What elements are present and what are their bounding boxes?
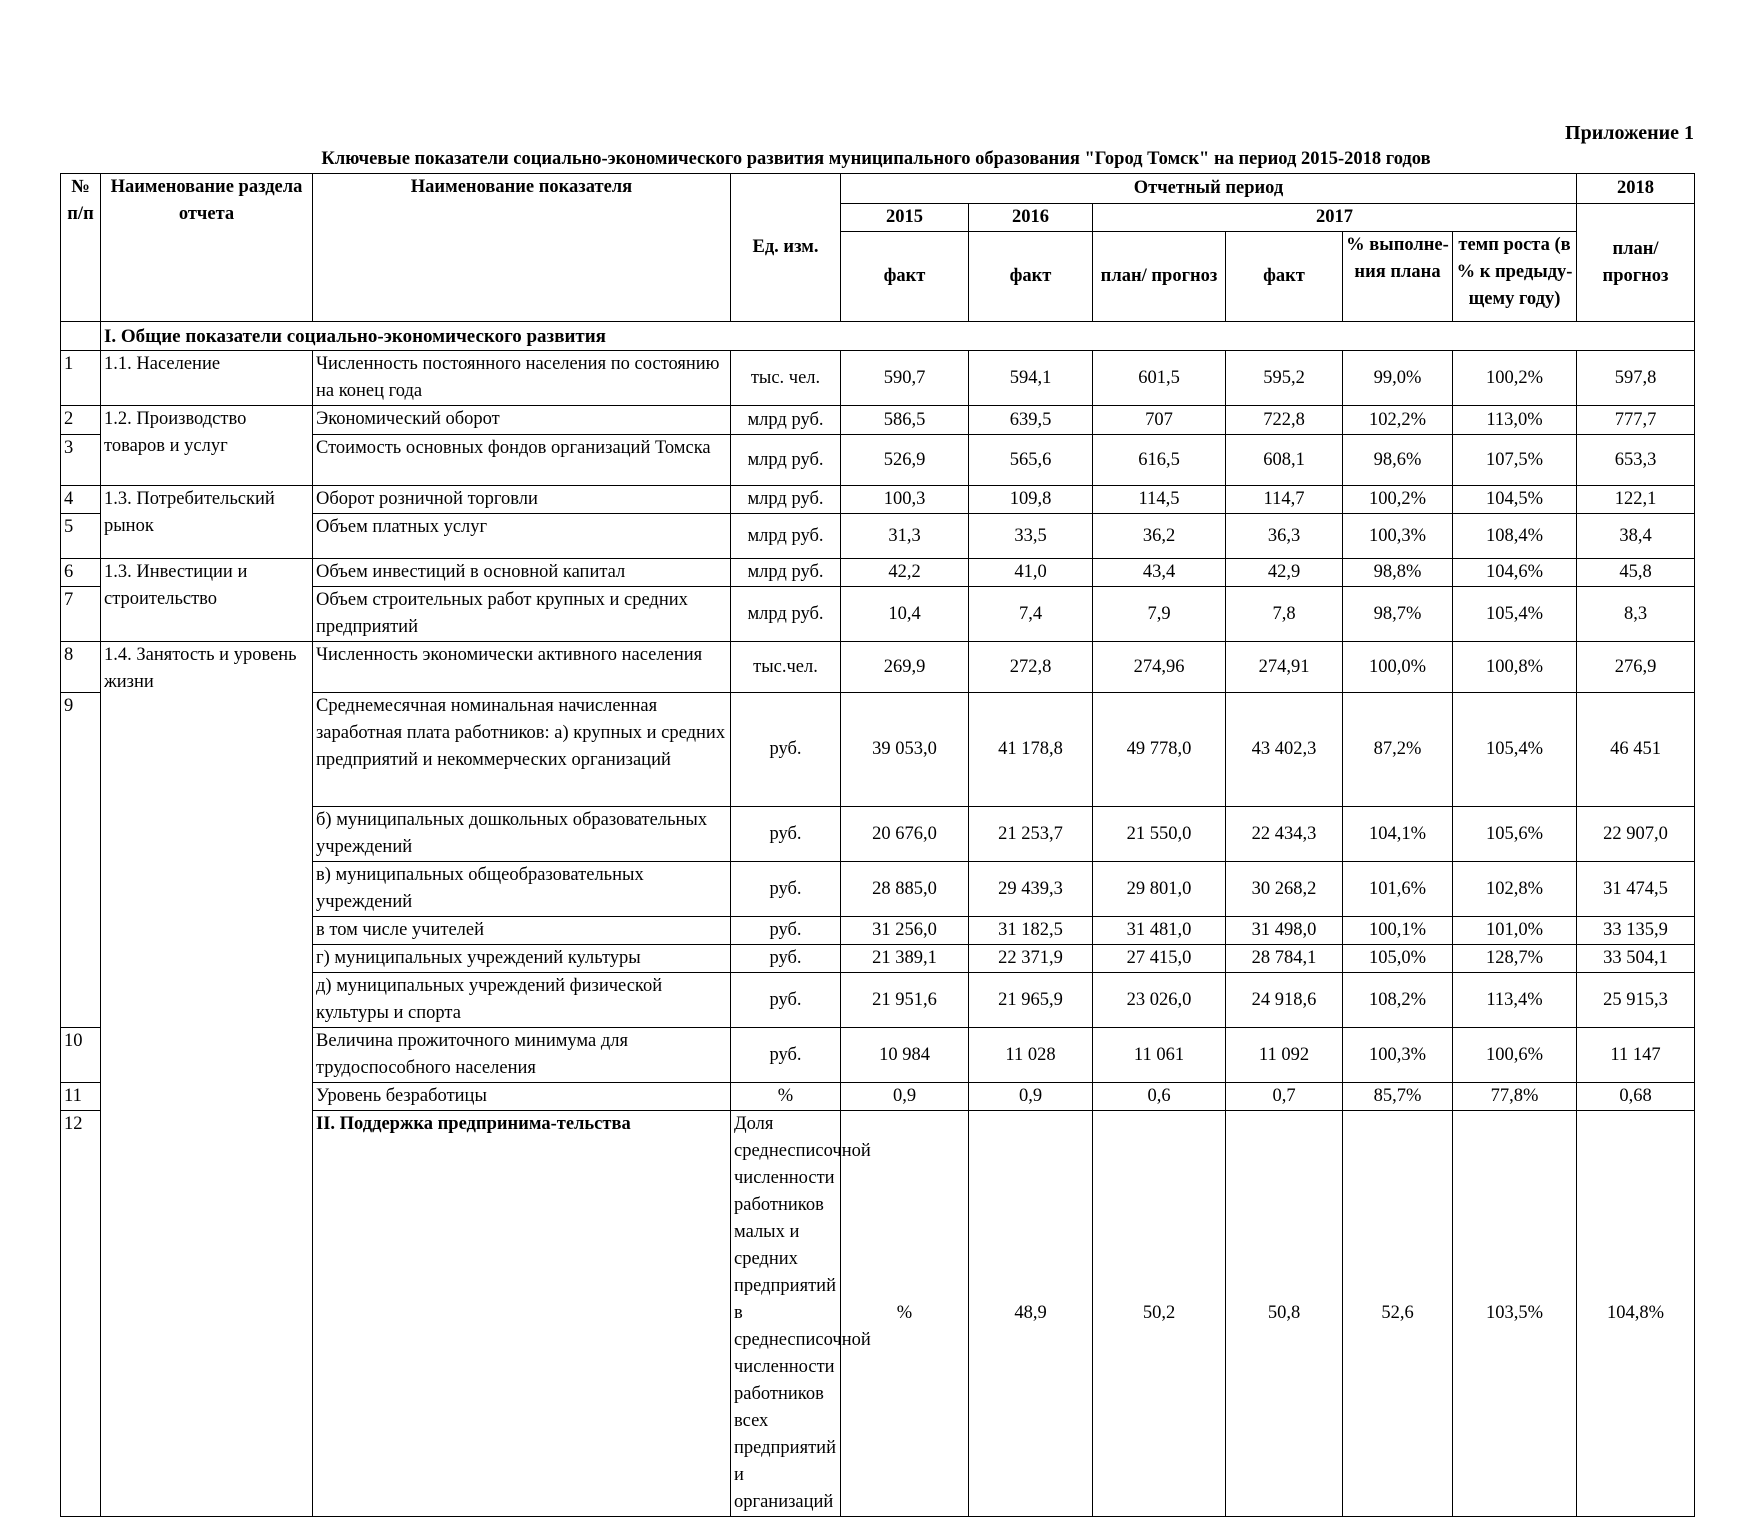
value-2016-fact: 41,0: [969, 559, 1093, 587]
value-pct-plan: 108,2%: [1343, 973, 1453, 1028]
value-2015-fact: 20 676,0: [841, 807, 969, 862]
value-2015-fact: 526,9: [841, 435, 969, 486]
unit: %: [841, 1111, 969, 1517]
value-2018-plan: 597,8: [1577, 351, 1695, 406]
value-2018-plan: 33 504,1: [1577, 945, 1695, 973]
value-2017-fact: 11 092: [1226, 1028, 1343, 1083]
value-2016-fact: 7,4: [969, 587, 1093, 642]
unit: тыс.чел.: [731, 642, 841, 693]
value-2018-plan: 11 147: [1577, 1028, 1695, 1083]
indicator-name: Объем строительных работ крупных и средних предприятий: [313, 587, 731, 642]
row-number: 1: [61, 351, 101, 406]
value-2018-plan: 33 135,9: [1577, 917, 1695, 945]
table-row: [61, 486, 1695, 514]
header-indicator: Наименование показателя: [313, 174, 731, 322]
table-row: [61, 406, 1695, 435]
header-fact-2016: факт: [969, 232, 1093, 322]
indicator-name: Численность экономически активного населения: [313, 642, 731, 693]
value-2017-fact: 22 434,3: [1226, 807, 1343, 862]
value-2018-plan: 31 474,5: [1577, 862, 1695, 917]
value-pct-plan: 98,8%: [1343, 559, 1453, 587]
value-pct-plan: 98,7%: [1343, 587, 1453, 642]
value-growth: 113,0%: [1453, 406, 1577, 435]
section-1-num-cell: [61, 322, 101, 351]
value-2017-fact: 30 268,2: [1226, 862, 1343, 917]
value-pct-plan: 98,6%: [1343, 435, 1453, 486]
value-growth: 108,4%: [1453, 514, 1577, 559]
value-2016-fact: 33,5: [969, 514, 1093, 559]
value-2016-fact: 11 028: [969, 1028, 1093, 1083]
value-2015-fact: 21 951,6: [841, 973, 969, 1028]
value-2017-plan: 0,6: [1093, 1083, 1226, 1111]
value-2017-plan: 114,5: [1093, 486, 1226, 514]
value-growth: 113,4%: [1453, 973, 1577, 1028]
value-2015-fact: 31,3: [841, 514, 969, 559]
header-section: Наименование раздела отчета: [101, 174, 313, 322]
value-growth: 105,4%: [1453, 693, 1577, 807]
unit: млрд руб.: [731, 486, 841, 514]
value-2016-fact: 565,6: [969, 435, 1093, 486]
section-1-title: I. Общие показатели социально-экономического развития: [101, 322, 1695, 351]
value-2015-fact: 10 984: [841, 1028, 969, 1083]
unit: млрд руб.: [731, 587, 841, 642]
value-2015-fact: 21 389,1: [841, 945, 969, 973]
header-row-1: [61, 174, 1695, 204]
value-2017-fact: 28 784,1: [1226, 945, 1343, 973]
value-2017-fact: 114,7: [1226, 486, 1343, 514]
value-pct-plan: 103,5%: [1453, 1111, 1577, 1517]
indicator-name: Величина прожиточного минимума для трудоспособного населения: [313, 1028, 731, 1083]
value-pct-plan: 105,0%: [1343, 945, 1453, 973]
value-2017-plan: 49 778,0: [1093, 693, 1226, 807]
value-growth: 101,0%: [1453, 917, 1577, 945]
unit: руб.: [731, 945, 841, 973]
value-pct-plan: 87,2%: [1343, 693, 1453, 807]
value-2015-fact: 48,9: [969, 1111, 1093, 1517]
value-2015-fact: 100,3: [841, 486, 969, 514]
indicator-name: Доля среднесписочной численности работников малых и средних предприятий в среднесписочной численности работников всех предприятий и организаций: [731, 1111, 841, 1517]
value-pct-plan: 104,1%: [1343, 807, 1453, 862]
value-2017-plan: 707: [1093, 406, 1226, 435]
value-growth: 77,8%: [1453, 1083, 1577, 1111]
section-name: 1.1. Население: [101, 351, 313, 406]
value-2016-fact: 109,8: [969, 486, 1093, 514]
value-2017-fact: 0,7: [1226, 1083, 1343, 1111]
value-2017-plan: 43,4: [1093, 559, 1226, 587]
indicators-table: [60, 173, 1695, 1517]
value-2017-plan: 23 026,0: [1093, 973, 1226, 1028]
value-2016-fact: 594,1: [969, 351, 1093, 406]
value-2017-fact: 43 402,3: [1226, 693, 1343, 807]
unit: тыс. чел.: [731, 351, 841, 406]
unit: млрд руб.: [731, 514, 841, 559]
row-number: 11: [61, 1083, 101, 1111]
header-period: Отчетный период: [841, 174, 1577, 204]
value-2016-fact: 0,9: [969, 1083, 1093, 1111]
value-pct-plan: 100,0%: [1343, 642, 1453, 693]
value-2017-fact: 36,3: [1226, 514, 1343, 559]
value-2018-plan: 276,9: [1577, 642, 1695, 693]
row-number: 3: [61, 435, 101, 486]
section-name: 1.3. Потребительский рынок: [101, 486, 313, 559]
value-2017-fact: 7,8: [1226, 587, 1343, 642]
value-pct-plan: 99,0%: [1343, 351, 1453, 406]
value-pct-plan: 100,3%: [1343, 514, 1453, 559]
value-2018-plan: 777,7: [1577, 406, 1695, 435]
value-2017-plan: 274,96: [1093, 642, 1226, 693]
value-2018-plan: 25 915,3: [1577, 973, 1695, 1028]
value-pct-plan: 100,1%: [1343, 917, 1453, 945]
section-name: 1.4. Занятость и уровень жизни: [101, 642, 313, 1517]
value-2017-plan: 36,2: [1093, 514, 1226, 559]
value-2017-plan: 31 481,0: [1093, 917, 1226, 945]
value-2017-plan: 50,8: [1226, 1111, 1343, 1517]
value-2016-fact: 21 965,9: [969, 973, 1093, 1028]
value-2017-fact: 274,91: [1226, 642, 1343, 693]
value-2015-fact: 269,9: [841, 642, 969, 693]
value-growth: 105,6%: [1453, 807, 1577, 862]
value-2017-plan: 21 550,0: [1093, 807, 1226, 862]
value-2015-fact: 42,2: [841, 559, 969, 587]
row-number: 5: [61, 514, 101, 559]
unit: млрд руб.: [731, 559, 841, 587]
value-2016-fact: 41 178,8: [969, 693, 1093, 807]
row-number: 7: [61, 587, 101, 642]
header-fact-2015: факт: [841, 232, 969, 322]
value-2016-fact: 50,2: [1093, 1111, 1226, 1517]
row-number: 12: [61, 1111, 101, 1517]
section-name: II. Поддержка предпринима-тельства: [313, 1111, 731, 1517]
value-2017-fact: 24 918,6: [1226, 973, 1343, 1028]
indicator-name: Уровень безработицы: [313, 1083, 731, 1111]
value-2017-fact: 52,6: [1343, 1111, 1453, 1517]
value-2015-fact: 586,5: [841, 406, 969, 435]
value-growth: 102,8%: [1453, 862, 1577, 917]
document-title: Ключевые показатели социально-экономического развития муниципального образования "Город Томск" на период 2015-2018 годов: [321, 149, 1431, 169]
row-number: 4: [61, 486, 101, 514]
value-2015-fact: 39 053,0: [841, 693, 969, 807]
value-2018-plan: 122,1: [1577, 486, 1695, 514]
indicator-name: в) муниципальных общеобразовательных учреждений: [313, 862, 731, 917]
value-pct-plan: 102,2%: [1343, 406, 1453, 435]
table-row: [61, 351, 1695, 406]
indicator-name: Численность постоянного населения по состоянию на конец года: [313, 351, 731, 406]
value-2017-plan: 27 415,0: [1093, 945, 1226, 973]
row-number: 6: [61, 559, 101, 587]
header-pct-plan: % выполне-ния плана: [1343, 232, 1453, 322]
value-2016-fact: 31 182,5: [969, 917, 1093, 945]
section-name: 1.2. Производство товаров и услуг: [101, 406, 313, 486]
value-2018-plan: 653,3: [1577, 435, 1695, 486]
value-2015-fact: 28 885,0: [841, 862, 969, 917]
indicator-name: Среднемесячная номинальная начисленная заработная плата работников: а) крупных и средних предприятий и некоммерческих организаций: [313, 693, 731, 807]
value-2015-fact: 31 256,0: [841, 917, 969, 945]
indicator-name: б) муниципальных дошкольных образовательных учреждений: [313, 807, 731, 862]
unit: %: [731, 1083, 841, 1111]
row-number: 2: [61, 406, 101, 435]
unit: руб.: [731, 917, 841, 945]
value-growth: 105,4%: [1453, 587, 1577, 642]
value-growth: 128,7%: [1453, 945, 1577, 973]
value-2017-plan: 616,5: [1093, 435, 1226, 486]
value-pct-plan: 85,7%: [1343, 1083, 1453, 1111]
value-growth: 100,6%: [1453, 1028, 1577, 1083]
header-2018: 2018: [1577, 174, 1695, 204]
indicator-name: Оборот розничной торговли: [313, 486, 731, 514]
value-2016-fact: 29 439,3: [969, 862, 1093, 917]
header-2016: 2016: [969, 204, 1093, 232]
unit: руб.: [731, 862, 841, 917]
value-growth: 107,5%: [1453, 435, 1577, 486]
value-2017-fact: 722,8: [1226, 406, 1343, 435]
value-growth: 104,8%: [1577, 1111, 1695, 1517]
value-2017-fact: 31 498,0: [1226, 917, 1343, 945]
indicator-name: в том числе учителей: [313, 917, 731, 945]
value-2018-plan: 22 907,0: [1577, 807, 1695, 862]
header-2015: 2015: [841, 204, 969, 232]
indicator-name: Объем инвестиций в основной капитал: [313, 559, 731, 587]
value-2017-plan: 7,9: [1093, 587, 1226, 642]
unit: руб.: [731, 1028, 841, 1083]
value-2017-fact: 42,9: [1226, 559, 1343, 587]
unit: руб.: [731, 973, 841, 1028]
indicator-name: д) муниципальных учреждений физической культуры и спорта: [313, 973, 731, 1028]
value-2016-fact: 21 253,7: [969, 807, 1093, 862]
value-pct-plan: 100,3%: [1343, 1028, 1453, 1083]
indicator-name: Объем платных услуг: [313, 514, 731, 559]
value-pct-plan: 101,6%: [1343, 862, 1453, 917]
value-2018-plan: 0,68: [1577, 1083, 1695, 1111]
value-2017-plan: 601,5: [1093, 351, 1226, 406]
table-row: [61, 642, 1695, 693]
table-row: [61, 559, 1695, 587]
value-2017-plan: 11 061: [1093, 1028, 1226, 1083]
unit: руб.: [731, 693, 841, 807]
value-2015-fact: 10,4: [841, 587, 969, 642]
indicator-name: г) муниципальных учреждений культуры: [313, 945, 731, 973]
value-2017-fact: 595,2: [1226, 351, 1343, 406]
header-plan-2017: план/ прогноз: [1093, 232, 1226, 322]
value-2016-fact: 272,8: [969, 642, 1093, 693]
value-2017-fact: 608,1: [1226, 435, 1343, 486]
value-growth: 104,5%: [1453, 486, 1577, 514]
appendix-label: Приложение 1: [1565, 122, 1694, 144]
row-number: 9: [61, 693, 101, 1028]
value-growth: 100,2%: [1453, 351, 1577, 406]
header-fact-2017: факт: [1226, 232, 1343, 322]
value-2018-plan: 46 451: [1577, 693, 1695, 807]
indicator-name: Стоимость основных фондов организаций Томска: [313, 435, 731, 486]
value-2018-plan: 38,4: [1577, 514, 1695, 559]
indicator-name: Экономический оборот: [313, 406, 731, 435]
unit: млрд руб.: [731, 435, 841, 486]
value-pct-plan: 100,2%: [1343, 486, 1453, 514]
value-2015-fact: 590,7: [841, 351, 969, 406]
row-number: 8: [61, 642, 101, 693]
header-unit: Ед. изм.: [731, 174, 841, 322]
value-growth: 104,6%: [1453, 559, 1577, 587]
header-num: № п/п: [61, 174, 101, 322]
unit: млрд руб.: [731, 406, 841, 435]
header-2017: 2017: [1093, 204, 1577, 232]
value-2016-fact: 639,5: [969, 406, 1093, 435]
value-2018-plan: 8,3: [1577, 587, 1695, 642]
header-plan-2018: план/ прогноз: [1577, 204, 1695, 322]
value-2017-plan: 29 801,0: [1093, 862, 1226, 917]
header-growth: темп роста (в % к предыду-щему году): [1453, 232, 1577, 322]
value-2015-fact: 0,9: [841, 1083, 969, 1111]
value-growth: 100,8%: [1453, 642, 1577, 693]
value-2016-fact: 22 371,9: [969, 945, 1093, 973]
unit: руб.: [731, 807, 841, 862]
value-2018-plan: 45,8: [1577, 559, 1695, 587]
row-number: 10: [61, 1028, 101, 1083]
section-1-row: [61, 322, 1695, 351]
section-name: 1.3. Инвестиции и строительство: [101, 559, 313, 642]
